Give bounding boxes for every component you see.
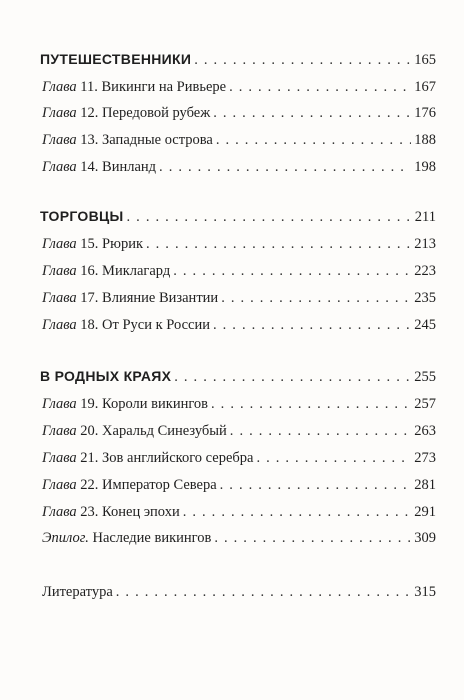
page-number: 198	[414, 159, 436, 175]
chapter-label: Глава 20. Харальд Синезубый	[42, 423, 227, 439]
toc-chapter-22[interactable]	[40, 475, 436, 495]
chapter-label: Глава 17. Влияние Византии	[42, 290, 219, 306]
dot-leader	[127, 207, 412, 227]
toc-chapter-16[interactable]	[40, 261, 436, 281]
toc-chapter-14[interactable]	[40, 157, 436, 177]
chapter-label: Глава 18. От Руси к России	[42, 317, 210, 333]
chapter-label: Эпилог. Наследие викингов	[42, 530, 212, 546]
toc-chapter-13[interactable]	[40, 130, 436, 150]
page-number: 165	[414, 52, 436, 68]
toc-part-travelers[interactable]	[40, 49, 436, 69]
page-number: 223	[414, 263, 436, 279]
chapter-label: Глава 19. Короли викингов	[42, 396, 209, 412]
page-number: 257	[414, 396, 436, 412]
toc-chapter-18[interactable]	[40, 315, 436, 335]
chapter-label: Глава 21. Зов английского серебра	[42, 450, 254, 466]
page-number: 281	[414, 477, 436, 493]
dot-leader	[214, 528, 411, 548]
page-number: 176	[414, 105, 436, 121]
dot-leader	[174, 367, 411, 387]
page-number: 263	[414, 423, 436, 439]
toc-chapter-19[interactable]	[40, 394, 436, 414]
toc-chapter-23[interactable]	[40, 502, 436, 522]
dot-leader	[220, 475, 412, 495]
chapter-label: Глава 22. Император Севера	[42, 477, 217, 493]
dot-leader	[213, 103, 411, 123]
toc-literature[interactable]	[40, 582, 436, 602]
dot-leader	[116, 582, 411, 602]
toc-chapter-15[interactable]	[40, 234, 436, 254]
toc-chapter-17[interactable]	[40, 288, 436, 308]
dot-leader	[216, 130, 411, 150]
page-number: 315	[414, 584, 436, 600]
page-number: 309	[414, 530, 436, 546]
chapter-label: Глава 23. Конец эпохи	[42, 504, 180, 520]
page-number: 255	[414, 369, 436, 385]
chapter-label: Глава 11. Викинги на Ривьере	[42, 79, 227, 95]
toc-chapter-11[interactable]	[40, 77, 436, 97]
chapter-label: Глава 16. Миклагард	[42, 263, 171, 279]
part-title: ПУТЕШЕСТВЕННИКИ	[40, 51, 192, 67]
dot-leader	[173, 261, 411, 281]
page-number: 291	[414, 504, 436, 520]
toc-epilogue[interactable]	[40, 528, 436, 548]
page-number: 167	[414, 79, 436, 95]
dot-leader	[183, 502, 412, 522]
chapter-label: Глава 13. Западные острова	[42, 132, 213, 148]
page-number: 273	[414, 450, 436, 466]
page-number: 213	[414, 236, 436, 252]
page-number: 211	[414, 209, 436, 225]
page-number: 245	[414, 317, 436, 333]
chapter-label: Глава 12. Передовой рубеж	[42, 105, 211, 121]
toc-chapter-20[interactable]	[40, 421, 436, 441]
dot-leader	[221, 288, 411, 308]
chapter-label: Глава 14. Винланд	[42, 159, 157, 175]
part-title: ТОРГОВЦЫ	[40, 208, 124, 224]
toc-chapter-12[interactable]	[40, 103, 436, 123]
dot-leader	[194, 50, 411, 70]
dot-leader	[213, 315, 411, 335]
toc-part-traders[interactable]	[40, 206, 436, 226]
chapter-label: Глава 15. Рюрик	[42, 236, 143, 252]
toc-chapter-21[interactable]	[40, 448, 436, 468]
page-number: 235	[414, 290, 436, 306]
dot-leader	[211, 394, 411, 414]
page-number: 188	[414, 132, 436, 148]
part-title: В РОДНЫХ КРАЯХ	[40, 368, 172, 384]
dot-leader	[256, 448, 411, 468]
toc-part-homeland[interactable]	[40, 366, 436, 386]
dot-leader	[229, 77, 411, 97]
dot-leader	[146, 234, 411, 254]
dot-leader	[230, 421, 411, 441]
dot-leader	[159, 157, 411, 177]
literature-title: Литература	[42, 584, 113, 600]
